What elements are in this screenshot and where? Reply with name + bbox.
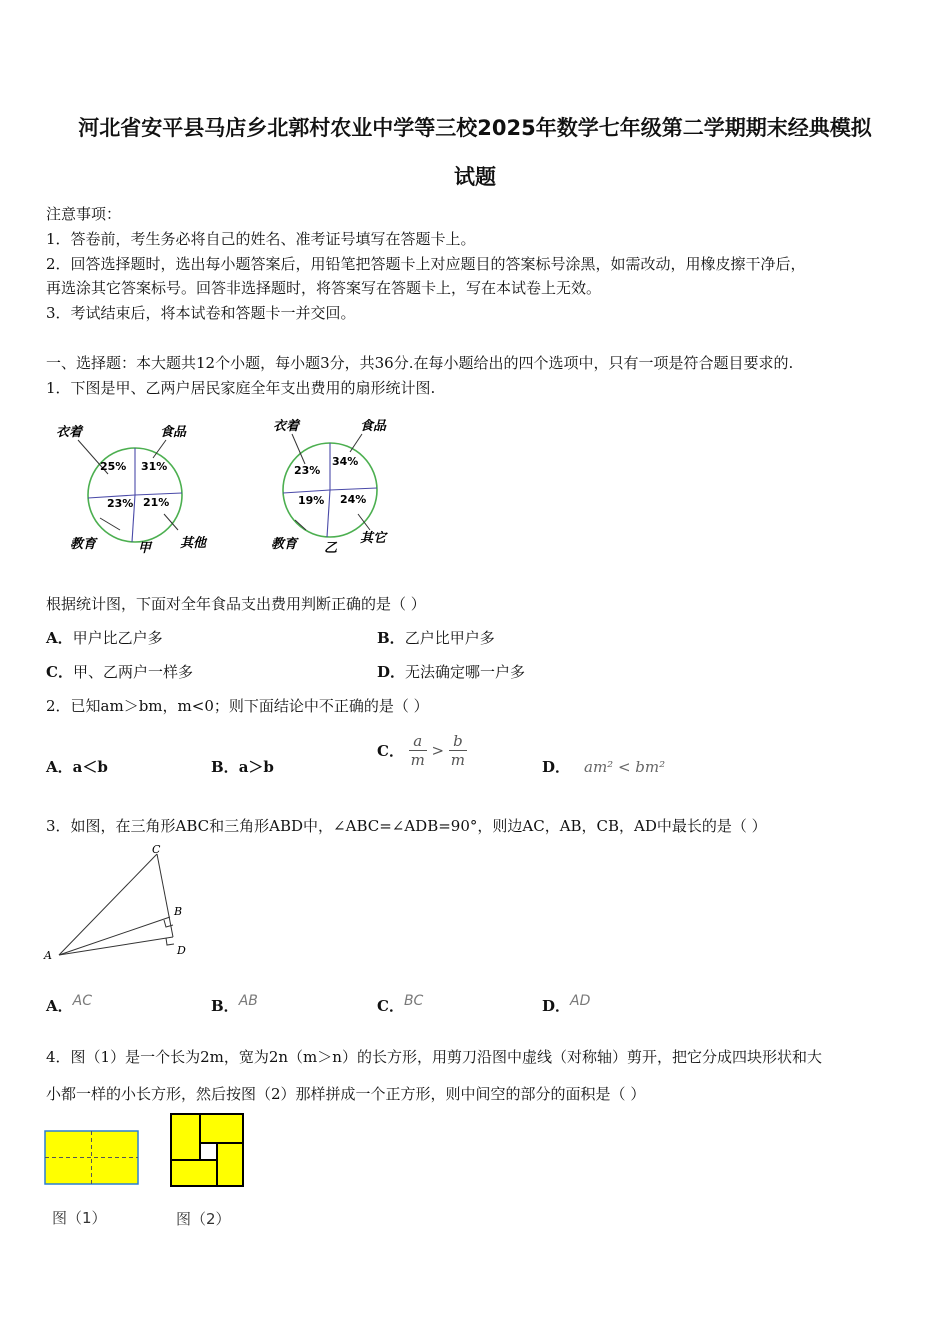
option-label: A．: [46, 997, 73, 1015]
notes-heading: 注意事项：: [46, 205, 122, 223]
point-a-label: A: [44, 949, 52, 962]
option-text: 甲、乙两户一样多: [72, 663, 193, 681]
pie-charts: [50, 412, 430, 562]
q1-option-c[interactable]: [46, 661, 193, 682]
option-label: D．: [377, 663, 406, 681]
page-title: 河北省安平县马店乡北郭村农业中学等三校2025年数学七年级第二学期期末经典模拟: [78, 116, 872, 140]
right-angle-b: [164, 920, 173, 927]
pie-label-education: 教育: [271, 537, 298, 552]
pie-leader-3: [100, 518, 120, 530]
pie-spoke-2: [283, 490, 330, 493]
pie-leader-4: [164, 514, 178, 530]
page-title-line2: 试题: [454, 165, 496, 189]
option-label: D．: [542, 758, 571, 776]
pie-percent-label: 25%: [100, 460, 127, 473]
option-text: 乙户比甲户多: [404, 629, 495, 647]
pie-label-other: 其它: [360, 531, 387, 546]
rectangle-figures: [44, 1110, 254, 1192]
q3-option-d[interactable]: [542, 995, 590, 1016]
option-text: a＜b: [72, 758, 108, 776]
pie-label-education: 教育: [70, 537, 97, 552]
triangle-figure: [40, 843, 200, 968]
option-label: C．: [377, 997, 404, 1015]
figure1-caption: 图（1）: [52, 1209, 107, 1227]
q2-option-d[interactable]: [542, 756, 665, 777]
q3-option-c[interactable]: [377, 995, 423, 1016]
note-3: 3．考试结束后，将本试卷和答题卡一并交回。: [46, 304, 356, 322]
option-label: C．: [377, 742, 404, 760]
pie-label-name: 甲: [138, 541, 152, 556]
q4-line2: 小都一样的小长方形，然后按图（2）那样拼成一个正方形，则中间空的部分的面积是（ ）: [46, 1085, 646, 1103]
pie-percent-label: 24%: [340, 493, 367, 506]
fraction-a-m: $\frac{a}{m}$: [410, 732, 425, 769]
note-1: 1．答卷前，考生务必将自己的姓名、准考证号填写在答题卡上。: [46, 230, 476, 248]
option-text: AB: [238, 993, 258, 1009]
option-text: a＞b: [238, 758, 274, 776]
pie-chart-yi: [271, 418, 388, 556]
pie-label-name: 乙: [324, 541, 338, 556]
q1-option-a[interactable]: [46, 627, 163, 648]
pie-percent-label: 19%: [298, 494, 325, 507]
pie-chart-jia: [56, 424, 208, 556]
option-text: 无法确定哪一户多: [405, 663, 526, 681]
q2-option-c[interactable]: [377, 732, 467, 769]
option-label: D．: [542, 997, 571, 1015]
q1-stem: 1．下图是甲、乙两户居民家庭全年支出费用的扇形统计图.: [46, 379, 436, 397]
q1-option-b[interactable]: [377, 627, 495, 648]
q4-line1: 4．图（1）是一个长为2m，宽为2n（m＞n）的长方形，用剪刀沿图中虚线（对称轴）剪开，把它分成四块形状和大: [46, 1048, 822, 1066]
note-2b: 再选涂其它答案标号。回答非选择题时，将答案写在答题卡上，写在本试卷上无效。: [46, 279, 602, 297]
pie-percent-label: 21%: [143, 496, 170, 509]
option-text: 甲户比乙户多: [72, 629, 163, 647]
q2-stem: 2．已知am＞bm，m<0；则下面结论中不正确的是（ ）: [46, 697, 429, 715]
pie-leader-3: [295, 520, 306, 530]
q2-option-a[interactable]: [46, 756, 108, 777]
fraction-b-m: $\frac{b}{m}$: [450, 732, 465, 769]
gt-sign: >: [431, 741, 445, 760]
pie-spoke-3: [135, 493, 182, 495]
option-label: A．: [46, 629, 73, 647]
q3-option-b[interactable]: [211, 995, 258, 1016]
point-d-label: D: [177, 944, 186, 957]
pie-label-other: 其他: [180, 536, 207, 551]
pie-percent-label: 23%: [294, 464, 321, 477]
q3-option-a[interactable]: [46, 995, 92, 1016]
right-angle-d: [166, 938, 174, 945]
figure2-center-hole: [200, 1143, 217, 1160]
pie-percent-label: 23%: [107, 497, 134, 510]
section-heading: 一、选择题：本大题共12个小题，每小题3分，共36分.在每小题给出的四个选项中，只有一项是符合题目要求的.: [46, 354, 794, 372]
option-text: AC: [72, 993, 92, 1009]
pie-percent-label: 34%: [332, 455, 359, 468]
option-text: am² < bm²: [584, 758, 666, 776]
pie-label-food: 食品: [160, 425, 187, 440]
q1-question: 根据统计图，下面对全年食品支出费用判断正确的是（ ）: [46, 595, 426, 613]
option-text: BC: [403, 993, 424, 1009]
q3-stem: 3．如图，在三角形ABC和三角形ABD中，∠ABC=∠ADB=90°，则边AC，AB，CB，AD中最长的是（ ）: [46, 817, 767, 835]
pie-leader-2: [350, 434, 362, 452]
pie-percent-label: 31%: [141, 460, 168, 473]
q2-option-b[interactable]: [211, 756, 274, 777]
pie-spoke-3: [330, 488, 377, 490]
pie-label-clothing: 衣着: [56, 425, 83, 440]
option-label: B．: [211, 758, 239, 776]
pie-label-food: 食品: [360, 419, 387, 434]
pie-label-clothing: 衣着: [273, 419, 300, 434]
option-label: B．: [211, 997, 239, 1015]
side-ad: [59, 937, 173, 955]
point-b-label: B: [174, 905, 183, 918]
option-label: A．: [46, 758, 73, 776]
figure2-caption: 图（2）: [176, 1210, 231, 1228]
point-c-label: C: [152, 843, 161, 856]
note-2a: 2．回答选择题时，选出每小题答案后，用铅笔把答题卡上对应题目的答案标号涂黑，如需改动，用橡皮擦干净后，: [46, 255, 806, 273]
side-ac: [59, 854, 157, 955]
option-label: B．: [377, 629, 405, 647]
pie-spoke-4: [327, 490, 330, 537]
side-ab: [59, 917, 170, 955]
option-text: AD: [570, 993, 591, 1009]
q1-option-d[interactable]: [377, 661, 525, 682]
option-label: C．: [46, 663, 73, 681]
